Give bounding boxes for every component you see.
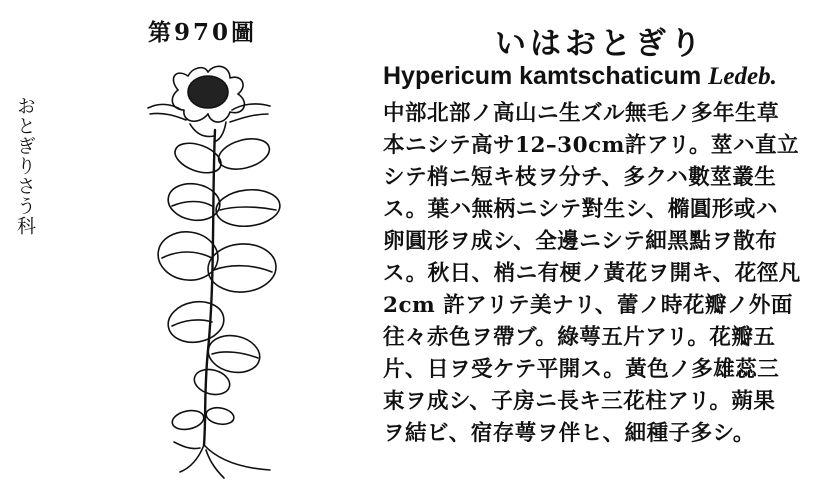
description-line: 中部北部ノ高山ニ生ズル無毛ノ多年生草 (383, 101, 780, 126)
description-line: 卵圓形ヲ成シ、全邊ニシテ細黑點ヲ散布 (383, 229, 778, 254)
description (383, 98, 823, 450)
description-line: 往々赤色ヲ帶ブ。綠萼五片アリ。花瓣五 (383, 325, 776, 350)
description-line: シテ梢ニ短キ枝ヲ分チ、多クハ數莖叢生 (383, 165, 777, 190)
family-name: おとぎりさう科 (14, 96, 36, 236)
description-line: ス。葉ハ無柄ニシテ對生シ、橢圓形或ハ (383, 197, 778, 222)
japanese-name: いはおとぎり (495, 26, 705, 62)
description-line: 2cm 許アリテ美ナリ、蕾ノ時花瓣ノ外面 (383, 293, 793, 318)
description-line: ス。秋日、梢ニ有梗ノ黃花ヲ開キ、花徑凡 (383, 261, 801, 286)
plant-illustration (120, 50, 310, 490)
description-line: 片、日ヲ受ケテ平開ス。黃色ノ多雄蕊三 (383, 357, 780, 382)
species-name: Hypericum kamtschaticum (383, 62, 702, 90)
description-line: ヲ結ビ、宿存萼ヲ伴ヒ、細種子多シ。 (383, 421, 755, 446)
figure-number: 第970圖 (148, 19, 258, 46)
scientific-name (383, 62, 777, 91)
description-line: 束ヲ成シ、子房ニ長キ三花柱アリ。蒴果 (383, 389, 776, 414)
author-abbreviation: Ledeb. (708, 63, 777, 90)
description-line: 本ニシテ高サ12–30cm許アリ。莖ハ直立 (383, 133, 799, 158)
